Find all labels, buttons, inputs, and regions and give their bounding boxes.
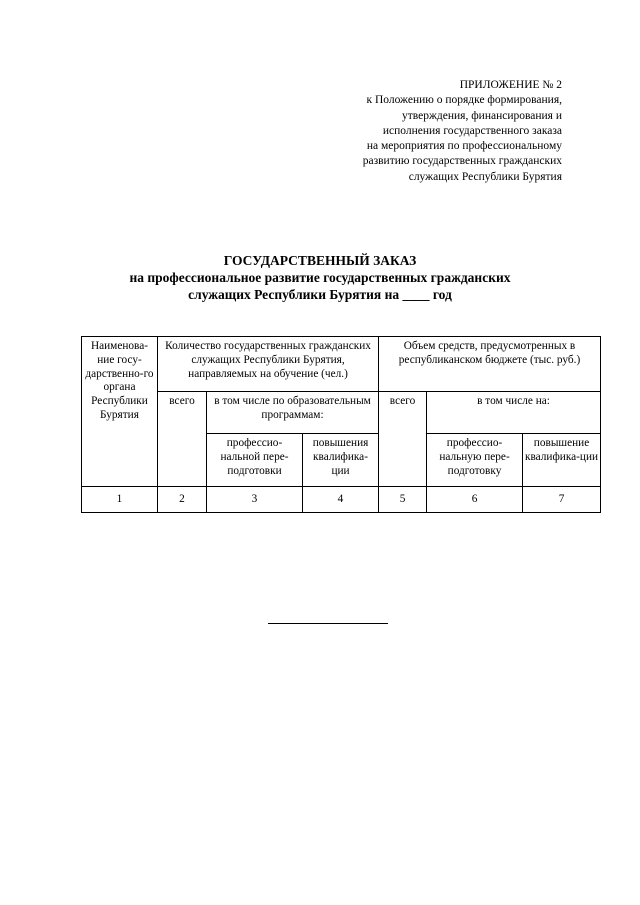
appendix-header [302,78,562,185]
closing-divider [268,623,388,624]
header-funds-retraining: профессио-нальную пере-подготовку [427,434,523,487]
header-funds-total: всего [379,392,427,487]
document-title [0,252,640,303]
header-count-retraining: профессио-нальной пере-подготовки [207,434,303,487]
appendix-line: развитию государственных гражданских [362,155,562,168]
title-line-1: ГОСУДАРСТВЕННЫЙ ЗАКАЗ [223,253,417,268]
appendix-line: служащих Республики Бурятия [408,170,562,183]
column-number: 7 [523,487,601,513]
header-count-programs: в том числе по образовательным программам: [207,392,379,434]
header-funds-including: в том числе на: [427,392,601,434]
header-count-qualification: повышения квалифика-ции [303,434,379,487]
state-order-table [81,336,601,513]
appendix-line: утверждения, финансирования и [401,109,562,122]
title-line-2: на профессиональное развитие государственных гражданских [129,270,511,285]
header-agency-name: Наименова-ние госу-дарственно-го органа Республики Бурятия [82,337,158,487]
title-line-3: служащих Республики Бурятия на ____ год [188,287,452,302]
appendix-line: к Положению о порядке формирования, [366,94,562,107]
header-count-total: всего [158,392,207,487]
column-number: 2 [158,487,207,513]
column-number: 3 [207,487,303,513]
header-employee-count: Количество государственных гражданских служащих Республики Бурятия, направляемых на обучение (чел.) [158,337,379,392]
appendix-line: ПРИЛОЖЕНИЕ № 2 [459,79,562,91]
column-number: 1 [82,487,158,513]
column-number: 5 [379,487,427,513]
header-budget-funds: Объем средств, предусмотренных в республиканском бюджете (тыс. руб.) [379,337,601,392]
appendix-line: исполнения государственного заказа [382,124,562,137]
column-number: 6 [427,487,523,513]
appendix-line: на мероприятия по профессиональному [366,140,562,153]
header-funds-qualification: повышение квалифика-ции [523,434,601,487]
column-number: 4 [303,487,379,513]
